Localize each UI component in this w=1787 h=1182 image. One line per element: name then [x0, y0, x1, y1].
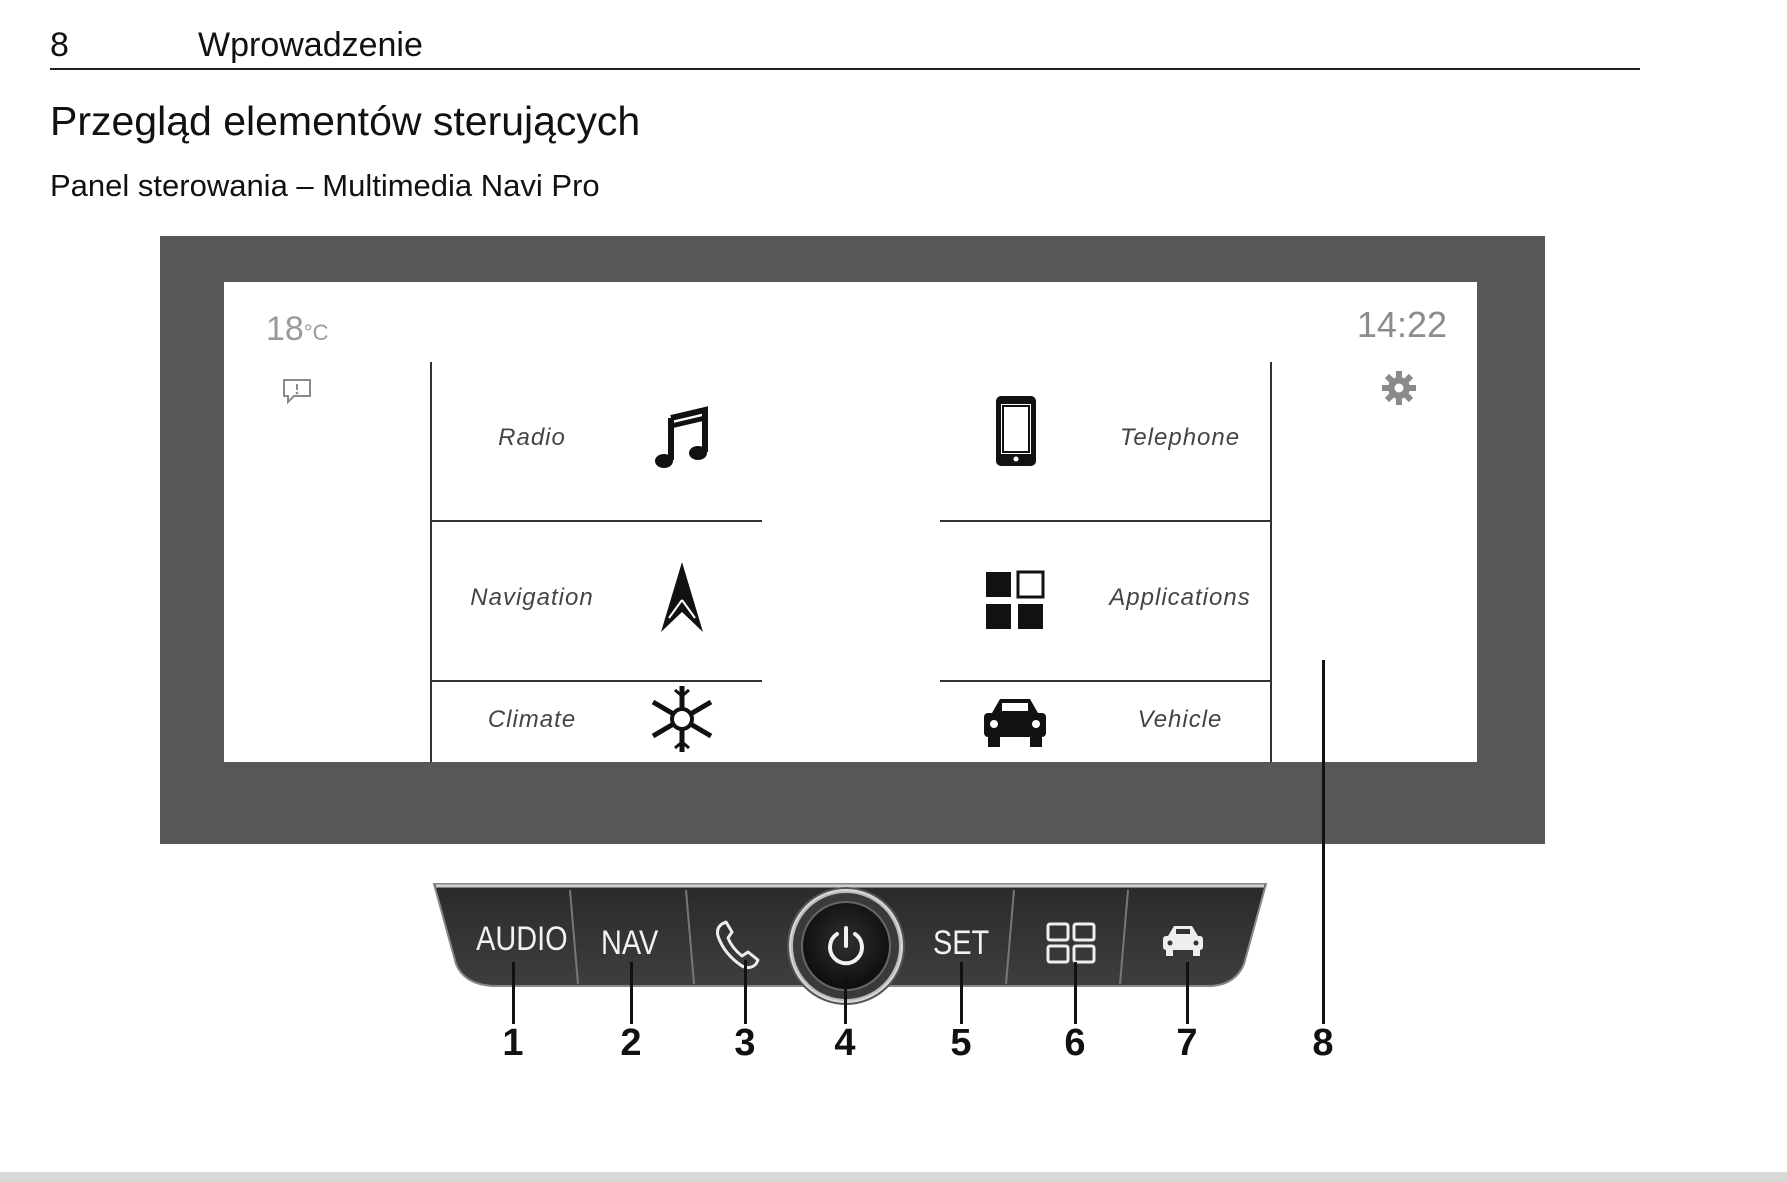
- app-grid-icon: [980, 566, 1050, 636]
- callout-4: 4: [834, 1022, 856, 1064]
- page-subheading: Panel sterowania – Multimedia Navi Pro: [50, 168, 600, 203]
- temperature-value: 18: [266, 310, 304, 348]
- display-screen: [224, 282, 1477, 762]
- tile-vehicle[interactable]: [940, 682, 1272, 762]
- tile-radio[interactable]: [430, 362, 762, 522]
- tile-climate[interactable]: [430, 682, 762, 762]
- tile-climate-label: Climate: [487, 706, 577, 733]
- leader-line-8: [1322, 660, 1325, 1024]
- message-icon: [282, 378, 312, 404]
- callout-7: 7: [1176, 1022, 1198, 1064]
- page-heading: Przegląd elementów sterujących: [50, 98, 641, 144]
- temperature-readout: [266, 310, 329, 349]
- navigation-arrow-icon: [647, 562, 717, 632]
- control-strip: [432, 880, 1268, 1020]
- car-icon: [980, 688, 1050, 758]
- tile-navigation-label: Navigation: [470, 584, 594, 611]
- clock-readout: 14:22: [1356, 304, 1447, 345]
- page-bottom-edge: [0, 1172, 1787, 1182]
- smartphone-icon: [980, 396, 1050, 466]
- header-rule: [50, 68, 1640, 70]
- audio-button[interactable]: AUDIO: [476, 920, 568, 958]
- tile-applications[interactable]: [940, 522, 1272, 682]
- callout-5: 5: [950, 1022, 972, 1064]
- callout-1: 1: [502, 1022, 524, 1064]
- leader-line-5: [960, 962, 963, 1024]
- snowflake-icon: [647, 684, 717, 754]
- page-number: 8: [50, 26, 69, 64]
- leader-line-3: [744, 960, 747, 1024]
- display-bezel: [160, 236, 1545, 844]
- leader-line-2: [630, 962, 633, 1024]
- callout-6: 6: [1064, 1022, 1086, 1064]
- phone-icon[interactable]: [714, 918, 764, 972]
- tile-navigation[interactable]: [430, 522, 762, 682]
- tile-vehicle-label: Vehicle: [1137, 706, 1223, 733]
- temperature-unit: °C: [303, 320, 329, 345]
- leader-line-4: [844, 974, 847, 1024]
- leader-line-6: [1074, 962, 1077, 1024]
- leader-line-7: [1186, 962, 1189, 1024]
- music-note-icon: [647, 404, 717, 474]
- gear-icon: [1381, 370, 1417, 406]
- callout-2: 2: [620, 1022, 642, 1064]
- callout-3: 3: [734, 1022, 756, 1064]
- power-icon[interactable]: [823, 924, 869, 970]
- tile-telephone-label: Telephone: [1119, 424, 1241, 451]
- car-icon[interactable]: [1160, 922, 1206, 958]
- section-name: Wprowadzenie: [198, 26, 423, 64]
- app-grid-icon[interactable]: [1046, 922, 1096, 964]
- leader-line-1: [512, 962, 515, 1024]
- set-button[interactable]: SET: [932, 924, 990, 962]
- tile-applications-label: Applications: [1109, 584, 1251, 611]
- callout-8: 8: [1312, 1022, 1334, 1064]
- tile-radio-label: Radio: [498, 424, 566, 451]
- nav-button[interactable]: NAV: [601, 924, 659, 962]
- tile-telephone[interactable]: [940, 362, 1272, 522]
